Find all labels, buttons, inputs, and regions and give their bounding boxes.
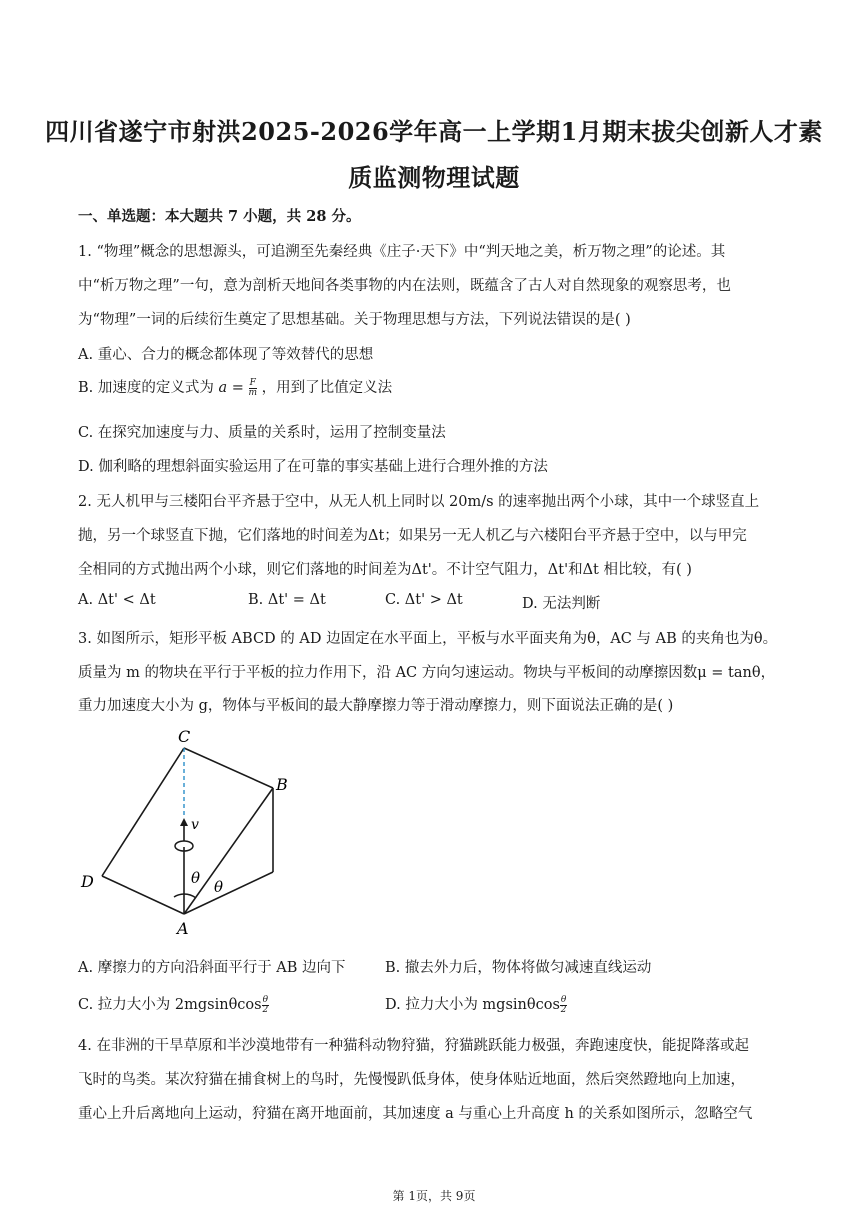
fraction-numerator: F — [249, 377, 256, 388]
q3-option-b: B. 撤去外力后，物体将做匀减速直线运动 — [385, 960, 652, 976]
q2-option-d: D. 无法判断 — [522, 596, 601, 612]
q1-option-b-fraction — [249, 379, 258, 398]
q1-option-c: C. 在探究加速度与力、质量的关系时，运用了控制变量法 — [78, 425, 446, 441]
edge-dc — [102, 748, 184, 876]
q2-text-line-1: 2. 无人机甲与三楼阳台平齐悬于空中，从无人机上同时以 20m/s 的速率抛出两个小球，其中一个球竖直上 — [78, 494, 760, 510]
q1-option-b — [78, 376, 790, 398]
q3-option-d-text: D. 拉力大小为 mgsinθcos — [385, 997, 560, 1013]
q3-option-c-text: C. 拉力大小为 2mgsinθcos — [78, 997, 262, 1013]
q1-option-a: A. 重心、合力的概念都体现了等效替代的思想 — [78, 347, 374, 363]
q1-option-b-prefix: B. 加速度的定义式为 — [78, 380, 214, 396]
fraction-denominator: 2 — [262, 1004, 269, 1015]
q2-option-c: C. Δt' > Δt — [385, 592, 463, 608]
label-v: v — [191, 817, 199, 833]
q1-option-b-formula: a = — [218, 380, 249, 396]
q3-option-d-fraction — [560, 996, 567, 1015]
q2-option-b: B. Δt' = Δt — [248, 592, 326, 608]
fraction-denominator: m — [248, 387, 258, 398]
q3-option-c — [78, 993, 269, 1015]
label-theta-left: θ — [191, 869, 201, 887]
q3-figure-inclined-plate — [70, 722, 310, 944]
velocity-arrow-head — [180, 818, 188, 826]
fraction-numerator: θ — [262, 994, 269, 1005]
q4-text-line-3: 重心上升后离地向上运动，狩猫在离开地面前，其加速度 a 与重心上升高度 h 的关系如图所示，忽略空气 — [78, 1106, 753, 1122]
edge-ab — [184, 788, 273, 914]
q4-text-line-2: 飞时的鸟类。某次狩猫在捕食树上的鸟时，先慢慢趴低身体，使身体贴近地面，然后突然蹬地向上加速， — [78, 1072, 745, 1088]
edge-cb — [184, 748, 273, 788]
q1-text-line-1: 1. “物理”概念的思想源头，可追溯至先秦经典《庄子·天下》中“判天地之美，析万物之理”的论述。其 — [78, 244, 726, 260]
section-heading: 一、单选题：本大题共 7 小题，共 28 分。 — [78, 208, 361, 225]
q2-text-line-2: 抛，另一个球竖直下抛，它们落地的时间差为Δt；如果另一无人机乙与六楼阳台平齐悬于空中，以与甲完 — [78, 528, 747, 544]
q3-text-line-1: 3. 如图所示，矩形平板 ABCD 的 AD 边固定在水平面上，平板与水平面夹角为θ，AC 与 AB 的夹角也为θ。 — [78, 631, 778, 647]
q3-option-d — [385, 993, 567, 1015]
q3-text-line-3: 重力加速度大小为 g，物体与平板间的最大静摩擦力等于滑动摩擦力，则下面说法正确的是( ) — [78, 698, 674, 714]
angle-arc-right — [184, 894, 196, 898]
label-b: B — [276, 775, 288, 794]
page-title-line-2: 质监测物理试题 — [348, 163, 520, 192]
q4-text-line-1: 4. 在非洲的干旱草原和半沙漠地带有一种猫科动物狩猫，狩猫跳跃能力极强，奔跑速度快，能捉降落或起 — [78, 1038, 749, 1054]
edge-da — [102, 876, 184, 914]
q1-text-line-3: 为“物理”一词的后续衍生奠定了思想基础。关于物理思想与方法，下列说法错误的是( ) — [78, 312, 631, 328]
q2-text-line-3: 全相同的方式抛出两个小球，则它们落地的时间差为Δt'。不计空气阻力，Δt'和Δt 相比较，有( ) — [78, 562, 692, 578]
label-c: C — [178, 727, 191, 746]
angle-arc-left — [174, 894, 184, 897]
q1-text-line-2: 中“析万物之理”一句，意为剖析天地间各类事物的内在法则，既蕴含了古人对自然现象的观察思考，也 — [78, 278, 731, 294]
q3-option-a: A. 摩擦力的方向沿斜面平行于 AB 边向下 — [78, 960, 346, 976]
q1-option-d: D. 伽利略的理想斜面实验运用了在可靠的事实基础上进行合理外推的方法 — [78, 459, 548, 475]
label-d: D — [81, 872, 94, 891]
fraction-numerator: θ — [560, 994, 567, 1005]
q1-option-b-suffix: ，用到了比值定义法 — [261, 380, 393, 396]
q3-option-c-fraction — [262, 996, 269, 1015]
fraction-denominator: 2 — [560, 1004, 567, 1015]
label-theta-right: θ — [214, 878, 224, 896]
q2-option-a: A. Δt' < Δt — [78, 592, 156, 608]
label-a: A — [177, 919, 189, 938]
q3-text-line-2: 质量为 m 的物块在平行于平板的拉力作用下，沿 AC 方向匀速运动。物块与平板间的动摩擦因数μ = tanθ， — [78, 665, 776, 681]
page-footer: 第 1页，共 9页 — [392, 1189, 476, 1203]
page-title-line-1: 四川省遂宁市射洪2025-2026学年高一上学期1月期末拔尖创新人才素 — [45, 117, 823, 146]
